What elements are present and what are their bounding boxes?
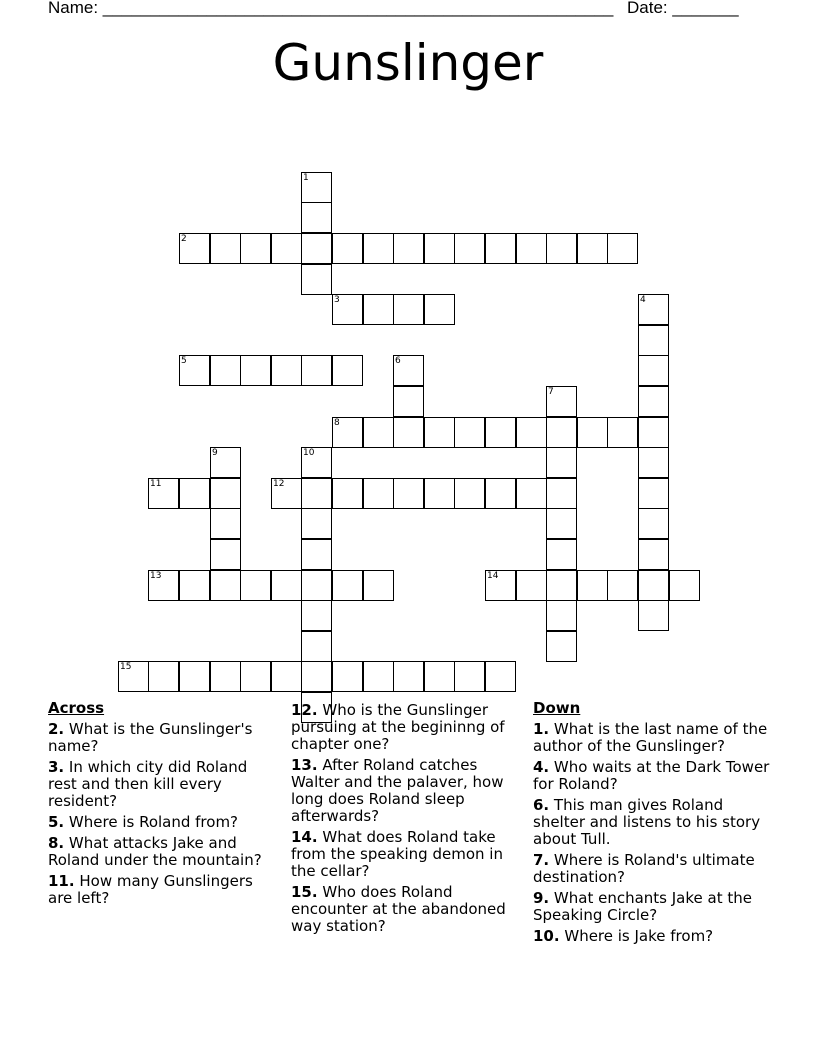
crossword-cell[interactable] (546, 508, 577, 539)
crossword-cell[interactable] (363, 570, 394, 601)
crossword-cell[interactable] (332, 478, 363, 509)
crossword-cell[interactable] (546, 631, 577, 662)
clue-text: What enchants Jake at the Speaking Circle? (533, 889, 752, 924)
crossword-cell[interactable] (638, 447, 669, 478)
clue-text: After Roland catches Walter and the palaver, how long does Roland sleep afterwards? (291, 756, 504, 825)
crossword-cell[interactable] (546, 539, 577, 570)
crossword-cell[interactable] (210, 661, 241, 692)
clue-number: 1. (533, 720, 550, 738)
crossword-cell[interactable] (240, 355, 271, 386)
crossword-cell[interactable] (424, 294, 455, 325)
crossword-cell[interactable] (148, 478, 179, 509)
crossword-cell[interactable] (148, 570, 179, 601)
crossword-cell[interactable] (393, 294, 424, 325)
crossword-cell[interactable] (363, 661, 394, 692)
crossword-cell[interactable] (638, 386, 669, 417)
clue-text: Where is Roland from? (68, 813, 239, 831)
crossword-cell[interactable] (485, 478, 516, 509)
crossword-cell[interactable] (638, 355, 669, 386)
cell-number: 8 (334, 418, 340, 428)
crossword-cell[interactable] (210, 447, 241, 478)
crossword-cell[interactable] (301, 539, 332, 570)
clue-number: 2. (48, 720, 65, 738)
crossword-cell[interactable] (546, 447, 577, 478)
clue-text: Who does Roland encounter at the abandoned way station? (291, 883, 506, 935)
crossword-cell[interactable] (210, 478, 241, 509)
crossword-cell[interactable] (118, 661, 149, 692)
crossword-cell[interactable] (485, 417, 516, 448)
clue-across-8 (48, 835, 276, 869)
crossword-cell[interactable] (638, 539, 669, 570)
cell-number: 11 (150, 479, 162, 489)
crossword-cell[interactable] (485, 233, 516, 264)
crossword-cell[interactable] (638, 570, 669, 601)
cell-number: 7 (548, 387, 554, 397)
name-field[interactable]: Name: ______________________________________________________ (48, 0, 614, 17)
crossword-cell[interactable] (577, 570, 608, 601)
crossword-cell[interactable] (210, 233, 241, 264)
crossword-cell[interactable] (271, 355, 302, 386)
cell-number: 2 (181, 234, 187, 244)
across-heading: Across (48, 699, 105, 717)
cell-number: 12 (273, 479, 285, 489)
crossword-cell[interactable] (301, 600, 332, 631)
clue-across-15 (291, 884, 519, 935)
cell-number: 13 (150, 571, 162, 581)
crossword-cell[interactable] (179, 355, 210, 386)
crossword-cell[interactable] (301, 508, 332, 539)
clue-number: 3. (48, 758, 65, 776)
crossword-cell[interactable] (638, 478, 669, 509)
crossword-cell[interactable] (454, 478, 485, 509)
crossword-cell[interactable] (546, 600, 577, 631)
crossword-cell[interactable] (210, 539, 241, 570)
crossword-cell[interactable] (332, 570, 363, 601)
crossword-cell[interactable] (271, 233, 302, 264)
clue-down-7 (533, 852, 773, 886)
cell-number: 15 (120, 662, 132, 672)
crossword-cell[interactable] (179, 570, 210, 601)
clue-text: Who is the Gunslinger pursuing at the begininng of chapter one? (291, 701, 505, 753)
crossword-cell[interactable] (240, 570, 271, 601)
crossword-cell[interactable] (332, 233, 363, 264)
crossword-cell[interactable] (301, 478, 332, 509)
crossword-cell[interactable] (424, 661, 455, 692)
crossword-cell[interactable] (424, 417, 455, 448)
cell-number: 14 (487, 571, 499, 581)
clue-across-14 (291, 829, 519, 880)
crossword-cell[interactable] (179, 478, 210, 509)
cell-number: 3 (334, 295, 340, 305)
cell-number: 6 (395, 356, 401, 366)
crossword-cell[interactable] (485, 661, 516, 692)
clue-down-9 (533, 890, 773, 924)
crossword-cell[interactable] (240, 233, 271, 264)
clue-text: Where is Jake from? (564, 927, 714, 945)
clue-number: 11. (48, 872, 75, 890)
crossword-cell[interactable] (301, 233, 332, 264)
clue-number: 8. (48, 834, 65, 852)
cell-number: 4 (640, 295, 646, 305)
down-heading: Down (533, 699, 581, 717)
clue-number: 12. (291, 701, 318, 719)
cell-number: 9 (212, 448, 218, 458)
clue-number: 7. (533, 851, 550, 869)
page-title: Gunslinger (272, 34, 544, 92)
clue-text: Who waits at the Dark Tower for Roland? (533, 758, 770, 793)
crossword-cell[interactable] (638, 417, 669, 448)
crossword-cell[interactable] (301, 172, 332, 203)
crossword-cell[interactable] (301, 661, 332, 692)
crossword-cell[interactable] (332, 661, 363, 692)
clue-text: What attacks Jake and Roland under the mountain? (48, 834, 262, 869)
crossword-cell[interactable] (301, 570, 332, 601)
crossword-cell[interactable] (179, 233, 210, 264)
clue-text: What does Roland take from the speaking demon in the cellar? (291, 828, 503, 880)
across-clues (48, 700, 276, 911)
crossword-cell[interactable] (454, 661, 485, 692)
crossword-cell[interactable] (638, 294, 669, 325)
crossword-cell[interactable] (271, 478, 302, 509)
crossword-cell[interactable] (577, 417, 608, 448)
crossword-cell[interactable] (516, 417, 547, 448)
crossword-cell[interactable] (546, 417, 577, 448)
crossword-cell[interactable] (332, 355, 363, 386)
crossword-cell[interactable] (210, 570, 241, 601)
clue-down-6 (533, 797, 773, 848)
crossword-cell[interactable] (454, 417, 485, 448)
crossword-cell[interactable] (638, 325, 669, 356)
crossword-cell[interactable] (393, 386, 424, 417)
clue-across-5 (48, 814, 276, 831)
clue-number: 4. (533, 758, 550, 776)
crossword-cell[interactable] (393, 233, 424, 264)
clue-text: How many Gunslingers are left? (48, 872, 253, 907)
across-clues-continued (291, 702, 519, 939)
clue-across-2 (48, 721, 276, 755)
crossword-cell[interactable] (179, 661, 210, 692)
crossword-cell[interactable] (210, 355, 241, 386)
crossword-cell[interactable] (210, 508, 241, 539)
crossword-cell[interactable] (638, 600, 669, 631)
clue-number: 15. (291, 883, 318, 901)
clue-down-4 (533, 759, 773, 793)
clue-across-3 (48, 759, 276, 810)
clue-text: This man gives Roland shelter and listens to his story about Tull. (533, 796, 761, 848)
crossword-cell[interactable] (546, 570, 577, 601)
crossword-cell[interactable] (363, 478, 394, 509)
crossword-cell[interactable] (546, 386, 577, 417)
crossword-cell[interactable] (363, 233, 394, 264)
crossword-cell[interactable] (301, 264, 332, 295)
clue-down-10 (533, 928, 773, 945)
crossword-cell[interactable] (638, 508, 669, 539)
crossword-cell[interactable] (546, 233, 577, 264)
crossword-cell[interactable] (332, 294, 363, 325)
crossword-cell[interactable] (301, 447, 332, 478)
clue-across-13 (291, 757, 519, 825)
crossword-cell[interactable] (148, 661, 179, 692)
clue-across-12 (291, 702, 519, 753)
crossword-cell[interactable] (607, 417, 638, 448)
crossword-cell[interactable] (669, 570, 700, 601)
crossword-cell[interactable] (424, 233, 455, 264)
clue-number: 9. (533, 889, 550, 907)
clue-number: 14. (291, 828, 318, 846)
down-clues (533, 700, 773, 949)
crossword-cell[interactable] (516, 233, 547, 264)
crossword-cell[interactable] (516, 478, 547, 509)
crossword-cell[interactable] (393, 661, 424, 692)
crossword-cell[interactable] (363, 294, 394, 325)
crossword-cell[interactable] (363, 417, 394, 448)
crossword-cell[interactable] (485, 570, 516, 601)
crossword-cell[interactable] (393, 478, 424, 509)
cell-number: 10 (303, 448, 315, 458)
crossword-cell[interactable] (577, 233, 608, 264)
cell-number: 1 (303, 173, 309, 183)
clue-number: 13. (291, 756, 318, 774)
crossword-cell[interactable] (332, 417, 363, 448)
date-field[interactable]: Date: _______ (627, 0, 739, 17)
clue-number: 5. (48, 813, 65, 831)
crossword-cell[interactable] (393, 417, 424, 448)
crossword-cell[interactable] (301, 631, 332, 662)
crossword-cell[interactable] (607, 570, 638, 601)
clue-text: In which city did Roland rest and then kill every resident? (48, 758, 248, 810)
crossword-cell[interactable] (301, 355, 332, 386)
crossword-cell[interactable] (301, 202, 332, 233)
crossword-cell[interactable] (424, 478, 455, 509)
clue-number: 6. (533, 796, 550, 814)
crossword-cell[interactable] (516, 570, 547, 601)
clue-down-1 (533, 721, 773, 755)
clue-text: What is the Gunslinger's name? (48, 720, 253, 755)
crossword-cell[interactable] (271, 570, 302, 601)
clue-text: Where is Roland's ultimate destination? (533, 851, 755, 886)
crossword-cell[interactable] (393, 355, 424, 386)
crossword-cell[interactable] (607, 233, 638, 264)
crossword-cell[interactable] (240, 661, 271, 692)
clue-text: What is the last name of the author of the Gunslinger? (533, 720, 768, 755)
crossword-cell[interactable] (546, 478, 577, 509)
crossword-cell[interactable] (454, 233, 485, 264)
crossword-cell[interactable] (271, 661, 302, 692)
cell-number: 5 (181, 356, 187, 366)
clue-across-11 (48, 873, 276, 907)
clue-number: 10. (533, 927, 560, 945)
